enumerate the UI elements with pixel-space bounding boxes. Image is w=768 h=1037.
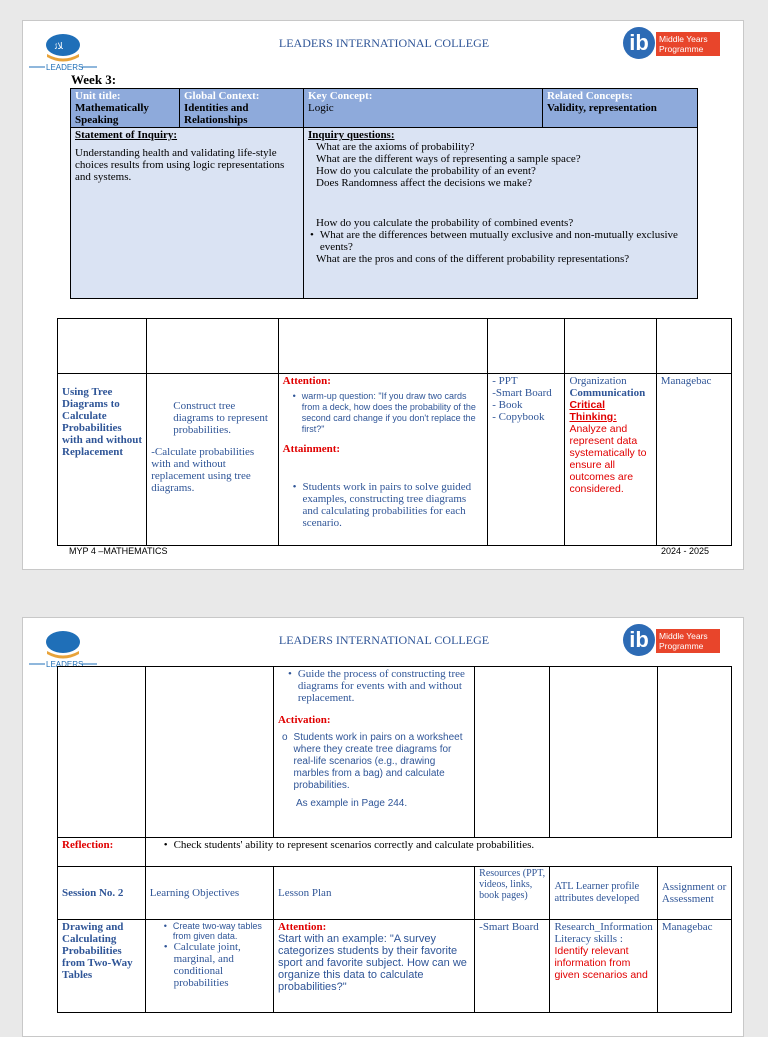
document-page-1 xyxy=(22,20,744,570)
learning-objectives: • Create two-way tables from given data. • Calculate joint, marginal, and conditional probabilities xyxy=(145,920,273,1013)
assessment: Managebac xyxy=(656,374,731,546)
session-topic: Using Tree Diagrams to Calculate Probabilities with and without Replacement xyxy=(58,374,147,546)
header-assessment: Assignment or Assessment xyxy=(657,867,731,920)
svg-text:LEADERS: LEADERS xyxy=(46,660,84,669)
header-atl: ATL Learner profile attributes developed xyxy=(550,867,657,920)
session-table xyxy=(57,318,732,546)
header-objectives: Learning Objectives xyxy=(145,867,273,920)
resources: - PPT -Smart Board - Book - Copybook xyxy=(488,374,565,546)
global-context-cell: Global Context: Identities and Relationships xyxy=(180,89,304,128)
lesson-plan: Attention: Start with an example: "A survey categorizes students by their favorite sport and favorite subject. How can we organize this data to calculate probabilities?" xyxy=(273,920,474,1013)
ib-circle-icon: ib xyxy=(623,624,655,656)
key-concept-cell: Key Concept: Logic xyxy=(304,89,543,128)
document-page-2 xyxy=(22,617,744,1037)
unit-table xyxy=(70,88,698,299)
page-header xyxy=(23,618,744,670)
college-name: LEADERS INTERNATIONAL COLLEGE xyxy=(278,36,490,50)
svg-text:LEADERS: LEADERS xyxy=(46,63,84,72)
inquiry-questions-cell: Inquiry questions: What are the axioms of probability? What are the different ways of representing a sample space? How do you calculate the probability of an event? Does Randomness affect the decisions we make? How do you calculate the probability of combined events? • What are the differences between mutually exclusive and non-mutually exclusive events? What are the pros and cons of the different probability representations? xyxy=(304,128,698,299)
college-name: LEADERS INTERNATIONAL COLLEGE xyxy=(278,633,490,647)
assessment: Managebac xyxy=(657,920,731,1013)
page-footer: MYP 4 –MATHEMATICS 2024 - 2025 xyxy=(69,546,709,556)
resources: -Smart Board xyxy=(475,920,550,1013)
leaders-logo xyxy=(29,27,99,75)
header-plan: Lesson Plan xyxy=(273,867,474,920)
lesson-plan: Attention: • warm-up question: "If you draw two cards from a deck, how does the probability of the second card change if you don't replace the first?" Attainment: • Students work in pairs to solve guided examples, constructing tree diagrams and calculating probabilities for each scenario. xyxy=(278,374,488,546)
reflection-text: • Check students' ability to represent scenarios correctly and calculate probabilities. xyxy=(145,838,731,867)
week-label: Week 3: xyxy=(71,72,117,87)
atl-skills: Research_Information Literacy skills : Identify relevant information from given scenarios and xyxy=(550,920,657,1013)
ib-badge-text: Middle Years Programme xyxy=(656,629,720,653)
statement-of-inquiry-cell: Statement of Inquiry: Understanding health and validating life-style choices results from using logic representations and systems. xyxy=(71,128,304,299)
ib-myp-logo xyxy=(623,624,723,658)
header-resources: Resources (PPT, videos, links, book pages) xyxy=(475,867,550,920)
reflection-label: Reflection: xyxy=(58,838,146,867)
svg-text:ﻠﺎﺋ: ﻠﺎﺋ xyxy=(55,42,63,52)
session-topic: Drawing and Calculating Probabilities from Two-Way Tables xyxy=(58,920,146,1013)
unit-title-cell: Unit title: Mathematically Speaking xyxy=(71,89,180,128)
lesson-plan-continued: • Guide the process of constructing tree diagrams for events with and without replacement. Activation: o Students work in pairs on a worksheet where they create tree diagrams for real-life scenarios (e.g., drawing marbles from a bag) and calculate probabilities. As example in Page 244. xyxy=(273,667,474,838)
leaders-logo xyxy=(29,624,99,672)
page-header xyxy=(23,21,744,73)
related-concepts-cell: Related Concepts: Validity, representation xyxy=(543,89,698,128)
learning-objectives: Construct tree diagrams to represent probabilities. -Calculate probabilities with and without replacement using tree diagrams. xyxy=(147,374,278,546)
ib-badge-text: Middle Years Programme xyxy=(656,32,720,56)
ib-circle-icon: ib xyxy=(623,27,655,59)
header-session: Session No. 2 xyxy=(58,867,146,920)
session-table-continued xyxy=(57,666,732,1013)
atl-skills: Organization Communication Critical Thinking: Analyze and represent data systematically to ensure all outcomes are considered. xyxy=(565,374,656,546)
ib-myp-logo xyxy=(623,27,723,61)
